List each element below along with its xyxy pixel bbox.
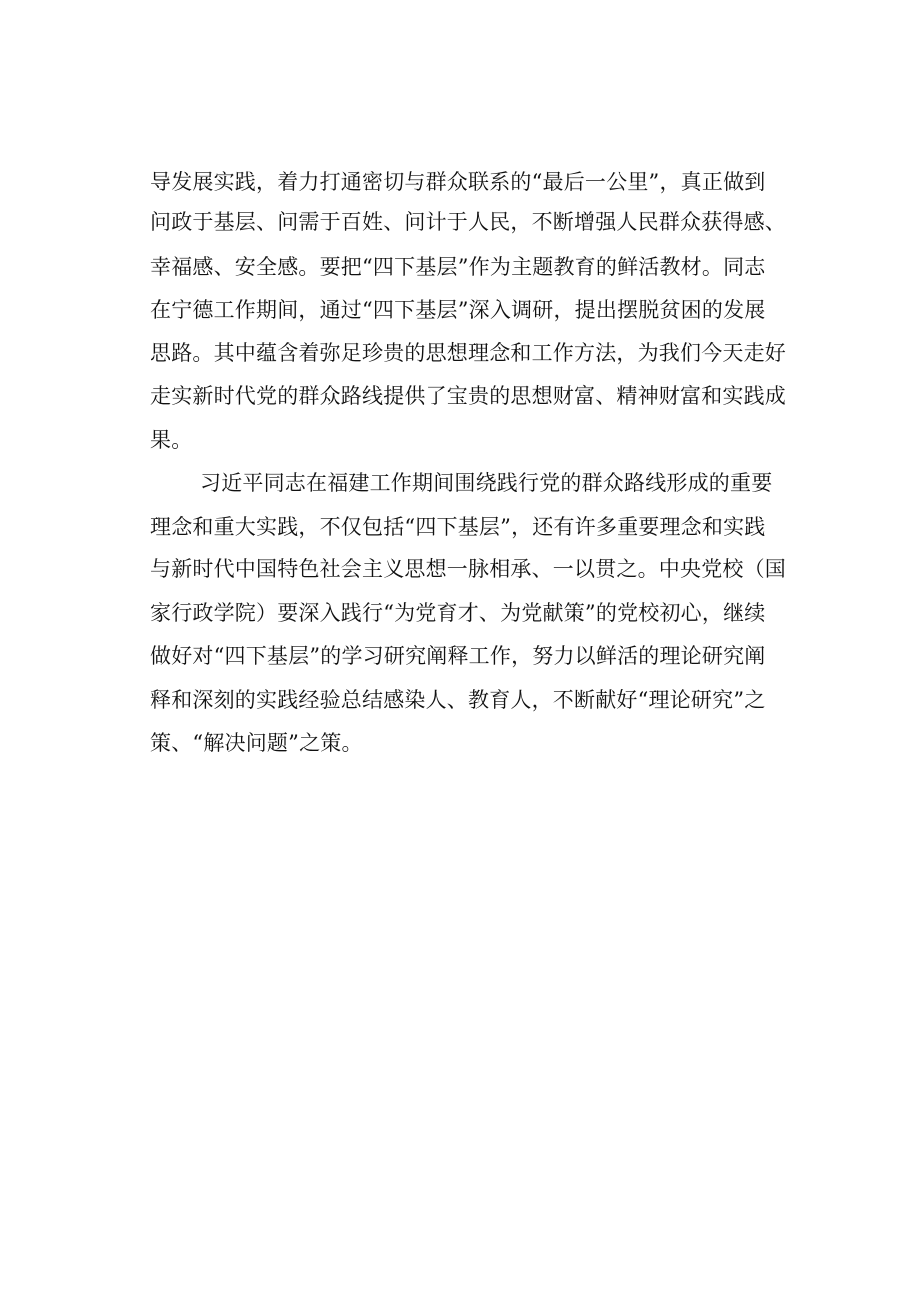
text-line: 在宁德工作期间，通过“四下基层”深入调研，提出摆脱贫困的发展 (150, 298, 766, 322)
text-line: 问政于基层、问需于百姓、问计于人民，不断增强人民群众获得感、 (150, 210, 786, 234)
text-line: 走实新时代党的群众路线提供了宝贵的思想财富、精神财富和实践成 (150, 384, 786, 408)
text-line: 与新时代中国特色社会主义思想一脉相承、一以贯之。中央党校（国 (150, 557, 786, 581)
text-line: 家行政学院）要深入践行“为党育才、为党献策”的党校初心，继续 (150, 601, 766, 625)
text-line: 思路。其中蕴含着弥足珍贵的思想理念和工作方法，为我们今天走好 (150, 341, 786, 365)
text-line: 理念和重大实践，不仅包括“四下基层”，还有许多重要理念和实践 (150, 515, 766, 539)
text-line: 做好对“四下基层”的学习研究阐释工作，努力以鲜活的理论研究阐 (150, 644, 766, 668)
text-line: 幸福感、安全感。要把“四下基层”作为主题教育的鲜活教材。同志 (150, 255, 766, 279)
text-line: 习近平同志在福建工作期间围绕践行党的群众路线形成的重要 (200, 471, 773, 495)
text-line: 释和深刻的实践经验总结感染人、教育人，不断献好“理论研究”之 (150, 688, 766, 712)
text-line: 导发展实践，着力打通密切与群众联系的“最后一公里”，真正做到 (150, 170, 766, 194)
text-line: 果。 (150, 428, 193, 452)
text-line: 策、“解决问题”之策。 (150, 731, 363, 755)
